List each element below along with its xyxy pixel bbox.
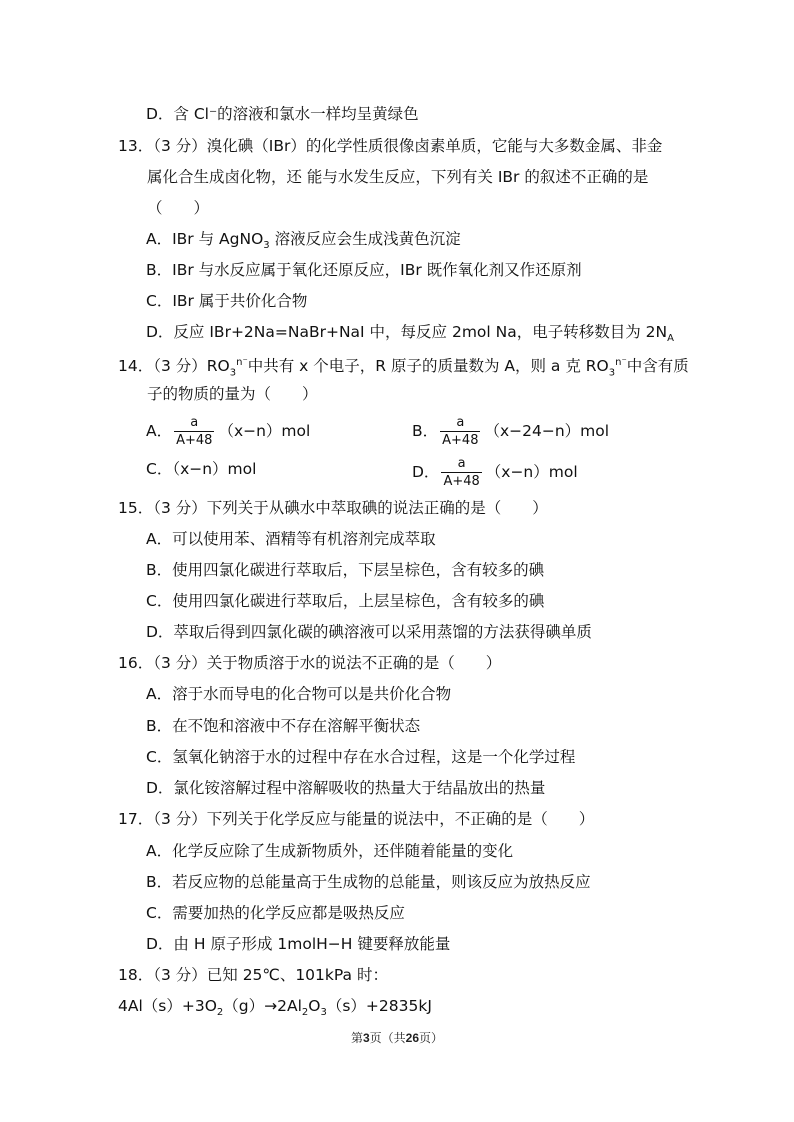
page-total: 26 — [405, 1031, 420, 1045]
q15-stem: 15．（3 分）下列关于从碘水中萃取碘的说法正确的是（ ） — [118, 499, 548, 517]
page-number: 3 — [362, 1031, 370, 1045]
q14-stem-line1: 14．（3 分）$RO_3^{n^-}$中共有 x 个电子，R 原子的质量数为 A，则 a 克 $RO_3^{n^-}$中含有质 — [118, 357, 689, 379]
q15-option-d: D．萃取后得到四氯化碳的碘溶液可以采用蒸馏的方法获得碘单质 — [146, 623, 592, 641]
q13-option-a: A．IBr 与 AgNO$_3$ 溶液反应会生成浅黄色沉淀 — [146, 230, 461, 252]
q14-stem-line2: 子的物质的量为（ ） — [147, 385, 318, 403]
q14-option-c: C．（x−n）mol — [146, 460, 257, 478]
q13-option-b: B．IBr 与水反应属于氧化还原反应，IBr 既作氧化剂又作还原剂 — [146, 261, 582, 279]
q18-equation: $4Al(s)+3O_2(g)\to 2Al_2O_3(s)+2835kJ$ — [118, 997, 432, 1019]
q16-option-b: B．在不饱和溶液中不存在溶解平衡状态 — [146, 717, 421, 735]
q16-option-c: C．氢氧化钠溶于水的过程中存在水合过程，这是一个化学过程 — [146, 748, 576, 766]
q17-stem: 17．（3 分）下列关于化学反应与能量的说法中，不正确的是（ ） — [118, 810, 595, 828]
q16-stem: 16．（3 分）关于物质溶于水的说法不正确的是（ ） — [118, 654, 502, 672]
q17-option-b: B．若反应物的总能量高于生成物的总能量，则该反应为放热反应 — [146, 873, 591, 891]
q12-option-d: D．含 Cl⁻的溶液和氯水一样均呈黄绿色 — [146, 105, 419, 123]
fraction: $\frac{a}{A+48}$ — [442, 415, 479, 448]
q17-option-c: C．需要加热的化学反应都是吸热反应 — [146, 904, 405, 922]
q13-option-d: D．反应 IBr+2Na=NaBr+NaI 中，每反应 2mol Na，电子转移数目为 $2N_A$ — [146, 323, 674, 345]
q14-option-a: A． $\frac{a}{A+48}$ （x−n）mol — [146, 415, 311, 448]
q16-option-d: D．氯化铵溶解过程中溶解吸收的热量大于结晶放出的热量 — [146, 779, 546, 797]
q15-option-a: A．可以使用苯、酒精等有机溶剂完成萃取 — [146, 530, 436, 548]
fraction: $\frac{a}{A+48}$ — [443, 456, 480, 489]
fraction: $\frac{a}{A+48}$ — [176, 415, 213, 448]
q18-stem: 18．（3 分）已知 25℃、101kPa 时： — [118, 966, 388, 984]
q17-option-d: D．由 H 原子形成 1molH−H 键要释放能量 — [146, 935, 451, 953]
q13-option-c: C．IBr 属于共价化合物 — [146, 292, 308, 310]
q14-option-d: D． $\frac{a}{A+48}$ （x−n）mol — [412, 456, 578, 489]
q13-stem-line2: 属化合生成卤化物，还 能与水发生反应，下列有关 IBr 的叙述不正确的是 — [147, 168, 649, 186]
q13-stem-line3: （ ） — [147, 199, 210, 217]
q15-option-b: B．使用四氯化碳进行萃取后，下层呈棕色，含有较多的碘 — [146, 561, 545, 579]
q16-option-a: A．溶于水而导电的化合物可以是共价化合物 — [146, 685, 452, 703]
page-footer: 第3页（共26页） — [350, 1031, 444, 1045]
q14-option-b: B． $\frac{a}{A+48}$ （x−24−n）mol — [412, 415, 610, 448]
q13-stem-line1: 13．（3 分）溴化碘（IBr）的化学性质很像卤素单质，它能与大多数金属、非金 — [118, 137, 663, 155]
q17-option-a: A．化学反应除了生成新物质外，还伴随着能量的变化 — [146, 842, 514, 860]
q15-option-c: C．使用四氯化碳进行萃取后，上层呈棕色，含有较多的碘 — [146, 592, 545, 610]
